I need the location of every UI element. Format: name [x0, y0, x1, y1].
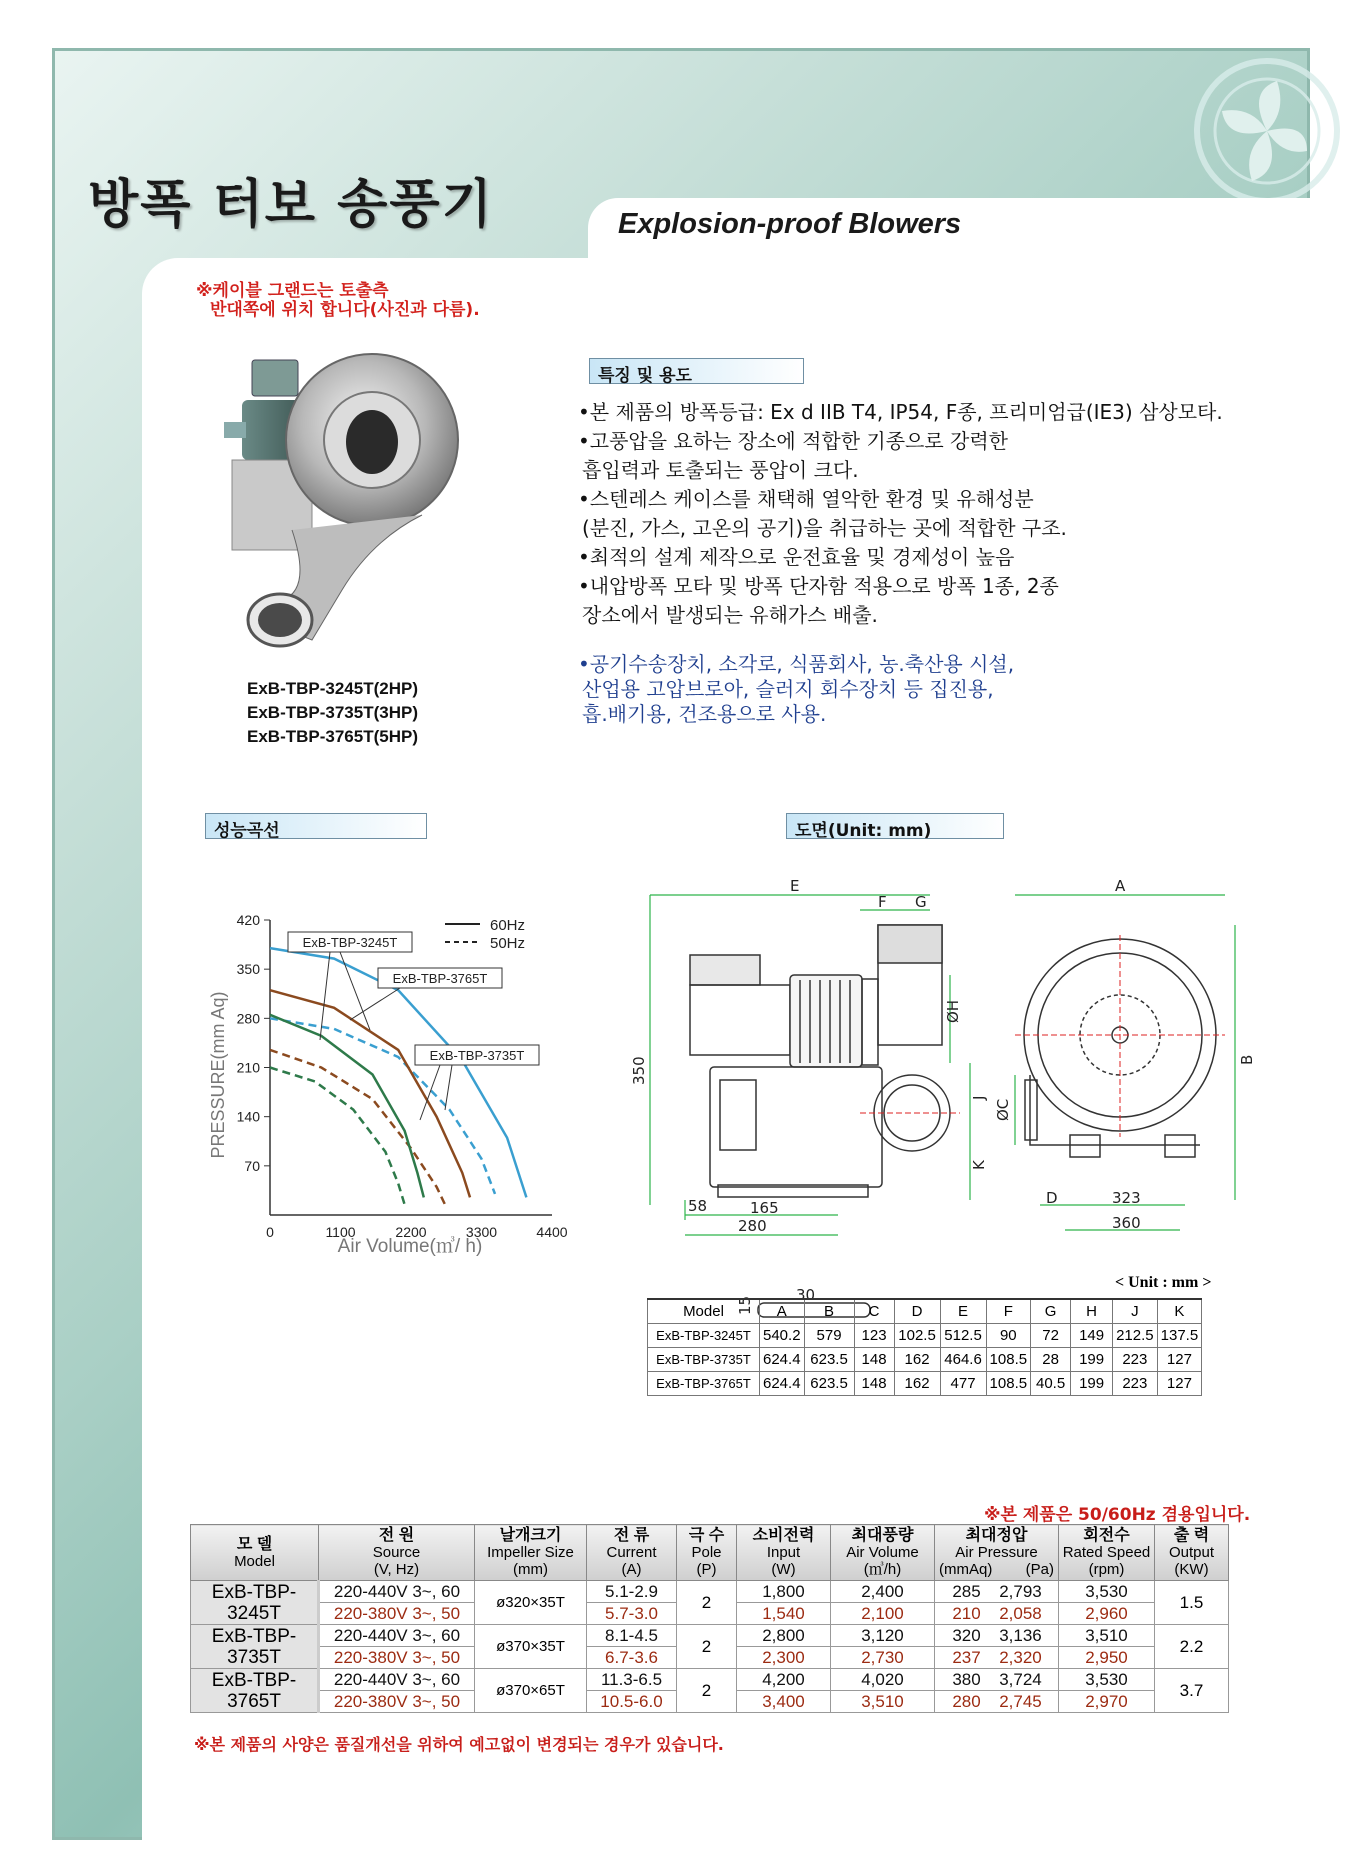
x-axis-label: Air Volume(㎥/ h) — [337, 1236, 483, 1257]
dims-header-g: G — [1031, 1299, 1071, 1323]
table-cell: 4,200 — [737, 1669, 831, 1691]
table-cell: 90 — [986, 1323, 1031, 1347]
dim-165: 165 — [750, 1199, 779, 1217]
table-row — [191, 1581, 1229, 1603]
dims-header-h: H — [1071, 1299, 1113, 1323]
features-label: 특징 및 용도 — [589, 358, 804, 384]
dim-letter-g: G — [915, 893, 927, 911]
table-row — [648, 1347, 1202, 1371]
model-label: ExB-TBP-3245T — [302, 935, 398, 950]
y-tick-label: 350 — [236, 961, 260, 978]
spec-header: 전 원 Source (V, Hz) — [319, 1525, 475, 1581]
usage-list: •공기수송장치, 소각로, 식품회사, 농.축산용 시설, 산업용 고압브로아, 슬러지 회수장치 등 집진용, 흡.배기용, 건조용으로 사용. — [578, 652, 1015, 726]
x-tick-label: 2200 — [395, 1224, 427, 1240]
dim-letter-f: F — [878, 893, 887, 911]
dims-header-f: F — [986, 1299, 1031, 1323]
table-cell: 123 — [854, 1323, 894, 1347]
table-cell: 6.7-3.6 — [587, 1647, 677, 1669]
y-tick-label: 210 — [236, 1059, 260, 1076]
dim-letter-b: B — [1238, 1054, 1256, 1065]
table-row — [648, 1371, 1202, 1395]
table-cell: 220-440V 3~, 60 — [319, 1669, 475, 1691]
footer-note: ※본 제품의 사양은 품질개선을 위하여 예고없이 변경되는 경우가 있습니다. — [194, 1735, 724, 1754]
output-cell: 1.5 — [1155, 1581, 1229, 1625]
y-tick-label: 70 — [244, 1157, 260, 1174]
dims-header-d: D — [894, 1299, 940, 1323]
table-cell: 4,020 — [831, 1669, 935, 1691]
y-tick-label: 420 — [236, 912, 260, 928]
dim-15: 15 — [736, 1295, 754, 1315]
spec-header: 모 델 Model — [191, 1525, 319, 1581]
x-tick-label: 0 — [266, 1224, 274, 1240]
table-cell: 2,730 — [831, 1647, 935, 1669]
table-cell: 285 2,793 — [935, 1581, 1059, 1603]
table-cell: ExB-TBP-3735T — [648, 1347, 760, 1371]
spec-header: 출 력 Output (KW) — [1155, 1525, 1229, 1581]
table-cell: 1,800 — [737, 1581, 831, 1603]
series-line — [270, 990, 470, 1197]
spec-note: ※본 제품은 50/60Hz 겸용입니다. — [984, 1505, 1251, 1525]
product-photo — [222, 330, 462, 660]
table-cell: 3,120 — [831, 1625, 935, 1647]
table-cell: 280 2,745 — [935, 1691, 1059, 1713]
dim-letter-a: A — [1115, 877, 1126, 895]
dims-header-b: B — [804, 1299, 854, 1323]
pole-cell: 2 — [677, 1625, 737, 1669]
table-cell: 2,960 — [1059, 1603, 1155, 1625]
features-list — [574, 398, 1274, 727]
table-cell: ExB-TBP-3245T — [648, 1323, 760, 1347]
table-cell: ExB-TBP-3765T — [648, 1371, 760, 1395]
dim-58: 58 — [688, 1197, 708, 1215]
table-cell: 162 — [894, 1371, 940, 1395]
dims-header-j: J — [1113, 1299, 1158, 1323]
output-cell: 3.7 — [1155, 1669, 1229, 1713]
table-cell: 220-380V 3~, 50 — [319, 1647, 475, 1669]
table-cell: 2,300 — [737, 1647, 831, 1669]
impeller-cell: ø370×65T — [475, 1669, 587, 1713]
table-cell: 237 2,320 — [935, 1647, 1059, 1669]
y-tick-label: 140 — [236, 1108, 260, 1125]
table-cell: 2,400 — [831, 1581, 935, 1603]
table-cell: 220-440V 3~, 60 — [319, 1625, 475, 1647]
dim-30: 30 — [796, 1286, 816, 1304]
dims-header-k: K — [1157, 1299, 1202, 1323]
table-cell: 199 — [1071, 1347, 1113, 1371]
table-cell: 623.5 — [804, 1347, 854, 1371]
table-cell: 210 2,058 — [935, 1603, 1059, 1625]
table-cell: 2,950 — [1059, 1647, 1155, 1669]
table-cell: 320 3,136 — [935, 1625, 1059, 1647]
dims-header-a: A — [760, 1299, 805, 1323]
dim-letter-d: D — [1046, 1189, 1058, 1207]
dims-unit-label: < Unit : mm > — [1115, 1274, 1212, 1291]
page-title: 방폭 터보 송풍기 — [88, 175, 494, 235]
table-cell: 3,510 — [1059, 1625, 1155, 1647]
feature-item: •본 제품의 방폭등급: Ex d IIB T4, IP54, F종, 프리미엄급(IE3) 삼상모타. — [578, 400, 1223, 424]
dims-header-model: Model — [648, 1299, 760, 1323]
table-cell: 2,100 — [831, 1603, 935, 1625]
table-cell: 10.5-6.0 — [587, 1691, 677, 1713]
model-label: ExB-TBP-3735T — [429, 1048, 525, 1063]
dims-header-c: C — [854, 1299, 894, 1323]
table-cell: 108.5 — [986, 1371, 1031, 1395]
spec-header: 최대정압 Air Pressure (mmAq) (Pa) — [935, 1525, 1059, 1581]
model-label: ExB-TBP-3765T — [392, 971, 488, 986]
table-cell: 223 — [1113, 1371, 1158, 1395]
x-tick-label: 4400 — [536, 1224, 568, 1240]
spec-header: 회전수 Rated Speed (rpm) — [1059, 1525, 1155, 1581]
spec-header: 전 류 Current (A) — [587, 1525, 677, 1581]
table-cell: 149 — [1071, 1323, 1113, 1347]
table-cell: 2,800 — [737, 1625, 831, 1647]
table-cell: 623.5 — [804, 1371, 854, 1395]
table-cell: 380 3,724 — [935, 1669, 1059, 1691]
table-cell: 11.3-6.5 — [587, 1669, 677, 1691]
table-cell: 3,530 — [1059, 1669, 1155, 1691]
legend-label: 60Hz — [490, 917, 526, 934]
table-cell: 127 — [1157, 1347, 1202, 1371]
table-cell: 162 — [894, 1347, 940, 1371]
dim-letter-c: ØC — [994, 1098, 1012, 1121]
impeller-cell: ø320×35T — [475, 1581, 587, 1625]
table-cell: 199 — [1071, 1371, 1113, 1395]
table-cell: 108.5 — [986, 1347, 1031, 1371]
legend-label: 50Hz — [490, 935, 526, 952]
dim-360: 360 — [1112, 1214, 1141, 1232]
spec-table — [190, 1524, 1229, 1713]
callout-line — [340, 952, 370, 1030]
table-cell: 3,400 — [737, 1691, 831, 1713]
series-line — [270, 1068, 405, 1205]
model-cell: ExB-TBP-3765T — [191, 1669, 319, 1713]
performance-chart — [190, 890, 570, 1257]
dim-letter-h: ØH — [944, 999, 962, 1023]
table-cell: 1,540 — [737, 1603, 831, 1625]
dim-280: 280 — [738, 1217, 767, 1235]
dims-header-e: E — [940, 1299, 986, 1323]
table-cell: 3,510 — [831, 1691, 935, 1713]
table-cell: 212.5 — [1113, 1323, 1158, 1347]
dim-350: 350 — [630, 1056, 648, 1085]
page-subtitle: Explosion-proof Blowers — [618, 208, 962, 240]
table-cell: 220-380V 3~, 50 — [319, 1603, 475, 1625]
spec-header: 소비전력 Input (W) — [737, 1525, 831, 1581]
pole-cell: 2 — [677, 1669, 737, 1713]
model-cell: ExB-TBP-3245T — [191, 1581, 319, 1625]
y-axis-label: PRESSURE(mm Aq) — [208, 991, 228, 1159]
callout-line — [350, 988, 400, 1020]
spec-header: 날개크기 Impeller Size (mm) — [475, 1525, 587, 1581]
table-cell: 624.4 — [760, 1347, 805, 1371]
feature-item: •스텐레스 케이스를 채택해 열악한 환경 및 유해성분 (분진, 가스, 고온의 공기)을 취급하는 곳에 적합한 구조. — [578, 487, 1067, 540]
feature-item: •고풍압을 요하는 장소에 적합한 기종으로 강력한 흡입력과 토출되는 풍압이 크다. — [578, 429, 1008, 482]
table-cell: 5.1-2.9 — [587, 1581, 677, 1603]
table-row — [191, 1669, 1229, 1691]
callout-line — [445, 1065, 452, 1110]
spec-header: 최대풍량 Air Volume (㎥/h) — [831, 1525, 935, 1581]
spec-header: 극 수 Pole (P) — [677, 1525, 737, 1581]
dim-letter-j: J — [970, 1095, 988, 1100]
feature-item: •내압방폭 모타 및 방폭 단자함 적용으로 방폭 1종, 2종 장소에서 발생되는 유해가스 배출. — [578, 574, 1059, 627]
table-cell: 624.4 — [760, 1371, 805, 1395]
table-cell: 464.6 — [940, 1347, 986, 1371]
table-cell: 72 — [1031, 1323, 1071, 1347]
table-cell: 223 — [1113, 1347, 1158, 1371]
table-cell: 137.5 — [1157, 1323, 1202, 1347]
table-cell: 3,530 — [1059, 1581, 1155, 1603]
x-tick-label: 1100 — [325, 1224, 356, 1240]
table-cell: 5.7-3.0 — [587, 1603, 677, 1625]
dim-letter-k: K — [970, 1160, 988, 1170]
feature-item: •최적의 설계 제작으로 운전효율 및 경제성이 높음 — [578, 545, 1015, 569]
table-cell: 220-440V 3~, 60 — [319, 1581, 475, 1603]
output-cell: 2.2 — [1155, 1625, 1229, 1669]
table-cell: 477 — [940, 1371, 986, 1395]
model-list: ExB-TBP-3245T(2HP) ExB-TBP-3735T(3HP) ExB-TBP-3765T(5HP) — [247, 679, 418, 746]
table-cell: 127 — [1157, 1371, 1202, 1395]
table-cell: 148 — [854, 1371, 894, 1395]
dim-323: 323 — [1112, 1189, 1141, 1207]
table-cell: 220-380V 3~, 50 — [319, 1691, 475, 1713]
table-cell: 28 — [1031, 1347, 1071, 1371]
table-cell: 540.2 — [760, 1323, 805, 1347]
table-cell: 102.5 — [894, 1323, 940, 1347]
drawing-label: 도면(Unit: mm) — [786, 813, 1004, 839]
table-cell: 8.1-4.5 — [587, 1625, 677, 1647]
model-cell: ExB-TBP-3735T — [191, 1625, 319, 1669]
table-cell: 148 — [854, 1347, 894, 1371]
series-line — [270, 1015, 424, 1198]
table-cell: 579 — [804, 1323, 854, 1347]
table-cell: 2,970 — [1059, 1691, 1155, 1713]
table-cell: 40.5 — [1031, 1371, 1071, 1395]
x-tick-label: 3300 — [465, 1224, 498, 1240]
performance-label: 성능곡선 — [205, 813, 427, 839]
table-row — [648, 1323, 1202, 1347]
dim-letter-e: E — [790, 877, 800, 895]
cable-note: ※케이블 그랜드는 토출측 반대쪽에 위치 합니다(사진과 다름). — [196, 281, 480, 320]
impeller-cell: ø370×35T — [475, 1625, 587, 1669]
table-cell: 512.5 — [940, 1323, 986, 1347]
table-row — [191, 1625, 1229, 1647]
pole-cell: 2 — [677, 1581, 737, 1625]
y-tick-label: 280 — [236, 1010, 260, 1027]
